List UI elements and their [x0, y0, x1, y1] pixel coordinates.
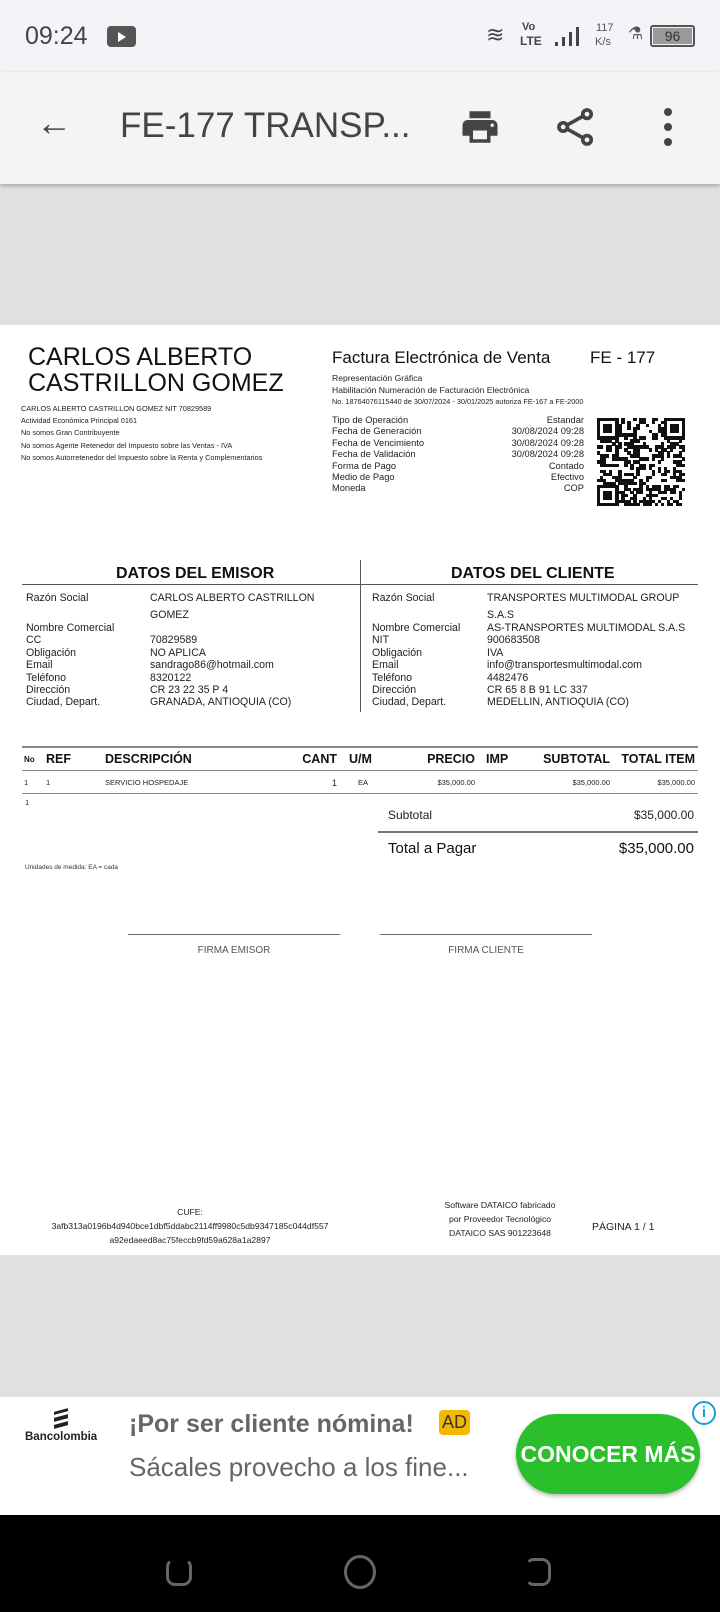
qr-module [661, 503, 664, 506]
cliente-value: IVA [487, 646, 504, 659]
app-bar [0, 72, 720, 184]
qr-code [597, 418, 685, 506]
ad-body: Sácales provecho a los fine... [129, 1452, 469, 1482]
emisor-value: 70829589 [150, 634, 198, 647]
doc-sub-line: No. 18764076115440 de 30/07/2024 - 30/01/2025 autoriza FE-167 a FE-2000 [332, 397, 584, 406]
emisor-value: NO APLICA [150, 646, 206, 659]
invoice-page [0, 325, 720, 1255]
qr-module [655, 436, 658, 439]
qr-module [682, 488, 685, 491]
detail-value: 30/08/2024 09:28 [511, 449, 584, 460]
detail-label: Forma de Pago [332, 460, 397, 471]
cell-total: $35,000.00 [657, 778, 695, 787]
net-speed-value: 117 [596, 22, 614, 34]
qr-module [615, 503, 618, 506]
table-row [24, 778, 698, 790]
qr-module [615, 464, 618, 467]
qr-module [606, 454, 609, 457]
emisor-label: Razón Social [26, 592, 89, 604]
emisor-label: Teléfono [26, 671, 67, 684]
qr-module [624, 436, 627, 439]
qr-module [609, 497, 612, 500]
item-count: 1 [25, 798, 30, 807]
col-um: U/M [349, 752, 372, 766]
qr-module [633, 476, 636, 479]
volte-label: Vo [522, 21, 536, 33]
issuer-info-line: No somos Autorretenedor del Impuesto sobre la Renta y Complementarios [21, 452, 263, 462]
qr-module [609, 430, 612, 433]
back-arrow-icon[interactable]: ← [36, 102, 72, 143]
signal-icon [555, 26, 583, 46]
total-value: $35,000.00 [618, 840, 694, 857]
qr-module [652, 457, 655, 460]
signature-emisor-label: FIRMA EMISOR [197, 945, 271, 956]
detail-row [332, 483, 584, 494]
ad-badge: AD [439, 1410, 470, 1435]
qr-module [652, 473, 655, 476]
issuer-name-line2: CASTRILLON GOMEZ [28, 369, 284, 397]
total-label: Total a Pagar [388, 840, 477, 857]
qr-module [682, 479, 685, 482]
cliente-label: NIT [372, 634, 390, 647]
detail-row [332, 461, 584, 472]
col-subtotal: SUBTOTAL [543, 752, 610, 766]
qr-module [633, 418, 636, 421]
emisor-value: GRANADA, ANTIOQUIA (CO) [150, 696, 292, 709]
cliente-label: Ciudad, Depart. [372, 696, 447, 709]
col-no: No [24, 755, 35, 764]
more-options-icon[interactable] [664, 108, 672, 148]
emisor-value: 8320122 [150, 671, 192, 684]
cliente-label: Nombre Comercial [372, 622, 461, 634]
qr-module [636, 503, 639, 506]
qr-module [633, 482, 636, 485]
qr-module [682, 436, 685, 439]
qr-module [655, 494, 658, 497]
recents-icon[interactable] [166, 1558, 192, 1586]
issuer-info-line: Actividad Económica Principal 0161 [21, 416, 138, 426]
cell-no: 1 [24, 778, 29, 787]
emisor-label: Ciudad, Depart. [26, 696, 101, 709]
cliente-value: 900683508 [487, 634, 541, 647]
col-precio: PRECIO [427, 752, 475, 766]
emisor-label: Nombre Comercial [26, 622, 115, 634]
qr-module [636, 439, 639, 442]
emisor-label: Obligación [26, 646, 77, 659]
wifi-icon: ≋ [486, 22, 505, 47]
cliente-value: AS-TRANSPORTES MULTIMODAL S.A.S [487, 622, 686, 634]
detail-value: 30/08/2024 09:28 [511, 437, 584, 448]
lte-label: LTE [520, 34, 542, 48]
software-line: Software DATAICO fabricado [444, 1200, 556, 1210]
software-line: DATAICO SAS 901223648 [449, 1228, 551, 1238]
detail-row [332, 438, 584, 449]
detail-row [332, 449, 584, 460]
issuer-info-line: No somos Agente Retenedor del Impuesto sobre las Ventas - IVA [21, 440, 233, 450]
share-icon[interactable] [554, 104, 598, 150]
cliente-label: Razón Social [372, 592, 435, 604]
emisor-value: sandrago86@hotmail.com [150, 659, 274, 672]
ad-banner[interactable] [0, 1397, 720, 1515]
emisor-value: CR 23 22 35 P 4 [150, 684, 229, 696]
cufe-block [20, 1205, 360, 1247]
col-imp: IMP [486, 752, 509, 766]
cell-desc: SERVICIO HOSPEDAJE [105, 778, 189, 787]
detail-label: Medio de Pago [332, 472, 395, 483]
qr-module [646, 457, 649, 460]
cufe-label: CUFE: [177, 1207, 203, 1217]
qr-module [646, 479, 649, 482]
cliente-label: Teléfono [372, 671, 413, 684]
cliente-value: CR 65 8 B 91 LC 337 [487, 684, 588, 696]
qr-module [600, 445, 603, 448]
qr-module [682, 464, 685, 467]
qr-module [609, 448, 612, 451]
detail-label: Moneda [332, 483, 366, 494]
cliente-value: TRANSPORTES MULTIMODAL GROUP [487, 592, 680, 604]
ad-info-icon[interactable]: i [692, 1401, 716, 1425]
qr-module [649, 448, 652, 451]
doc-title: Factura Electrónica de Venta [332, 348, 551, 367]
net-speed-unit: K/s [595, 36, 611, 48]
qr-module [667, 454, 670, 457]
qr-module [682, 473, 685, 476]
qr-module [652, 421, 655, 424]
emisor-value: CARLOS ALBERTO CASTRILLON [150, 592, 315, 604]
issuer-info-line: CARLOS ALBERTO CASTRILLON GOMEZ NIT 70829589 [21, 404, 212, 413]
qr-module [682, 457, 685, 460]
cliente-value-cont: S.A.S [487, 609, 515, 621]
qr-module [676, 430, 679, 433]
detail-value: Contado [548, 460, 584, 471]
detail-row [332, 426, 584, 437]
cliente-value: 4482476 [487, 671, 529, 684]
cell-um: EA [358, 778, 369, 787]
qr-module [664, 473, 667, 476]
table-header [24, 752, 698, 768]
cufe-line: a92edaeed8ac75feccb9fd59a628a1a2897 [109, 1235, 271, 1245]
qr-module [679, 439, 682, 442]
col-cant: CANT [302, 752, 337, 766]
qr-module [639, 491, 642, 494]
qr-module [676, 485, 679, 488]
col-total: TOTAL ITEM [621, 752, 695, 766]
doc-sub-line: Habilitación Numeración de Facturación Electrónica [332, 385, 530, 395]
cell-ref: 1 [46, 778, 51, 787]
doc-subtitle [332, 372, 583, 408]
battery-icon [650, 25, 695, 47]
qr-module [624, 494, 627, 497]
issuer-name [28, 344, 284, 396]
detail-label: Fecha de Validación [332, 449, 416, 460]
qr-module [655, 418, 658, 421]
qr-module [643, 436, 646, 439]
doc-number: FE - 177 [590, 348, 656, 367]
document-title: FE-177 TRANSP... [120, 106, 411, 145]
emisor-heading: DATOS DEL EMISOR [116, 565, 275, 582]
units-note: Unidades de medida: EA = cada [25, 864, 119, 871]
qr-module [646, 424, 649, 427]
print-icon[interactable] [458, 106, 502, 148]
detail-value: COP [563, 483, 584, 494]
details-list [332, 415, 584, 495]
system-nav-bar [0, 1515, 720, 1612]
qr-module [618, 445, 621, 448]
software-credit [430, 1198, 570, 1240]
bancolombia-logo-icon [54, 1410, 68, 1428]
back-icon[interactable] [525, 1558, 551, 1586]
status-time: 09:24 [25, 22, 88, 50]
emisor-label: Dirección [26, 684, 71, 696]
qr-module [670, 503, 673, 506]
flask-icon: ⚗ [628, 24, 644, 43]
qr-module [673, 491, 676, 494]
subtotal-label: Subtotal [388, 808, 433, 822]
qr-module [624, 464, 627, 467]
detail-row [332, 415, 584, 426]
youtube-icon [107, 26, 136, 47]
issuer-info [21, 403, 262, 464]
cliente-value: info@transportesmultimodal.com [487, 659, 643, 672]
issuer-name-line1: CARLOS ALBERTO [28, 343, 253, 371]
status-bar [0, 0, 720, 72]
detail-value: Estandar [546, 415, 584, 425]
qr-module [621, 421, 624, 424]
qr-module [661, 457, 664, 460]
detail-label: Tipo de Operación [332, 415, 409, 425]
qr-module [636, 427, 639, 430]
qr-module [658, 460, 661, 463]
qr-module [679, 503, 682, 506]
qr-module [627, 427, 630, 430]
cell-precio: $35,000.00 [437, 778, 475, 787]
ad-cta-button[interactable]: CONOCER MÁS [516, 1414, 700, 1494]
qr-module [636, 473, 639, 476]
detail-label: Fecha de Generación [332, 426, 422, 437]
qr-module [679, 497, 682, 500]
subtotal-value: $35,000.00 [633, 808, 694, 822]
qr-module [655, 503, 658, 506]
battery-level: 96 [653, 28, 692, 44]
emisor-value-cont: GOMEZ [150, 609, 189, 621]
detail-value: 30/08/2024 09:28 [511, 426, 584, 437]
signature-cliente-label: FIRMA CLIENTE [448, 945, 524, 956]
col-ref: REF [46, 752, 71, 766]
cliente-label: Email [372, 659, 399, 672]
cliente-value: MEDELLIN, ANTIOQUIA (CO) [487, 696, 629, 709]
cell-subtotal: $35,000.00 [572, 778, 610, 787]
software-line: por Proveedor Tecnológico [448, 1214, 552, 1224]
ad-headline: ¡Por ser cliente nómina! [129, 1410, 414, 1438]
qr-module [643, 467, 646, 470]
cliente-heading: DATOS DEL CLIENTE [451, 565, 615, 582]
cell-cant: 1 [331, 778, 337, 788]
qr-module [667, 470, 670, 473]
qr-module [649, 503, 652, 506]
qr-module [664, 479, 667, 482]
qr-module [682, 448, 685, 451]
detail-value: Efectivo [550, 472, 584, 483]
qr-module [673, 445, 676, 448]
emisor-label: Email [26, 659, 53, 672]
qr-module [630, 467, 633, 470]
home-icon[interactable] [344, 1555, 376, 1589]
detail-label: Fecha de Vencimiento [332, 437, 424, 448]
qr-module [649, 476, 652, 479]
page-indicator: PÁGINA 1 / 1 [592, 1221, 655, 1233]
issuer-info-line: No somos Gran Contribuyente [21, 428, 120, 438]
cufe-line: 3afb313a0196b4d940bce1dbf5ddabc2114ff9980c5db9347185c044df557 [51, 1221, 329, 1231]
col-desc: DESCRIPCIÓN [105, 752, 192, 766]
qr-module [652, 464, 655, 467]
ad-brand: Bancolombia [25, 1431, 98, 1443]
doc-sub-line: Representación Gráfica [332, 373, 423, 383]
emisor-label: CC [26, 634, 42, 647]
cliente-label: Obligación [372, 646, 423, 659]
detail-row [332, 472, 584, 483]
qr-module [670, 448, 673, 451]
cliente-label: Dirección [372, 684, 417, 696]
qr-module [664, 491, 667, 494]
